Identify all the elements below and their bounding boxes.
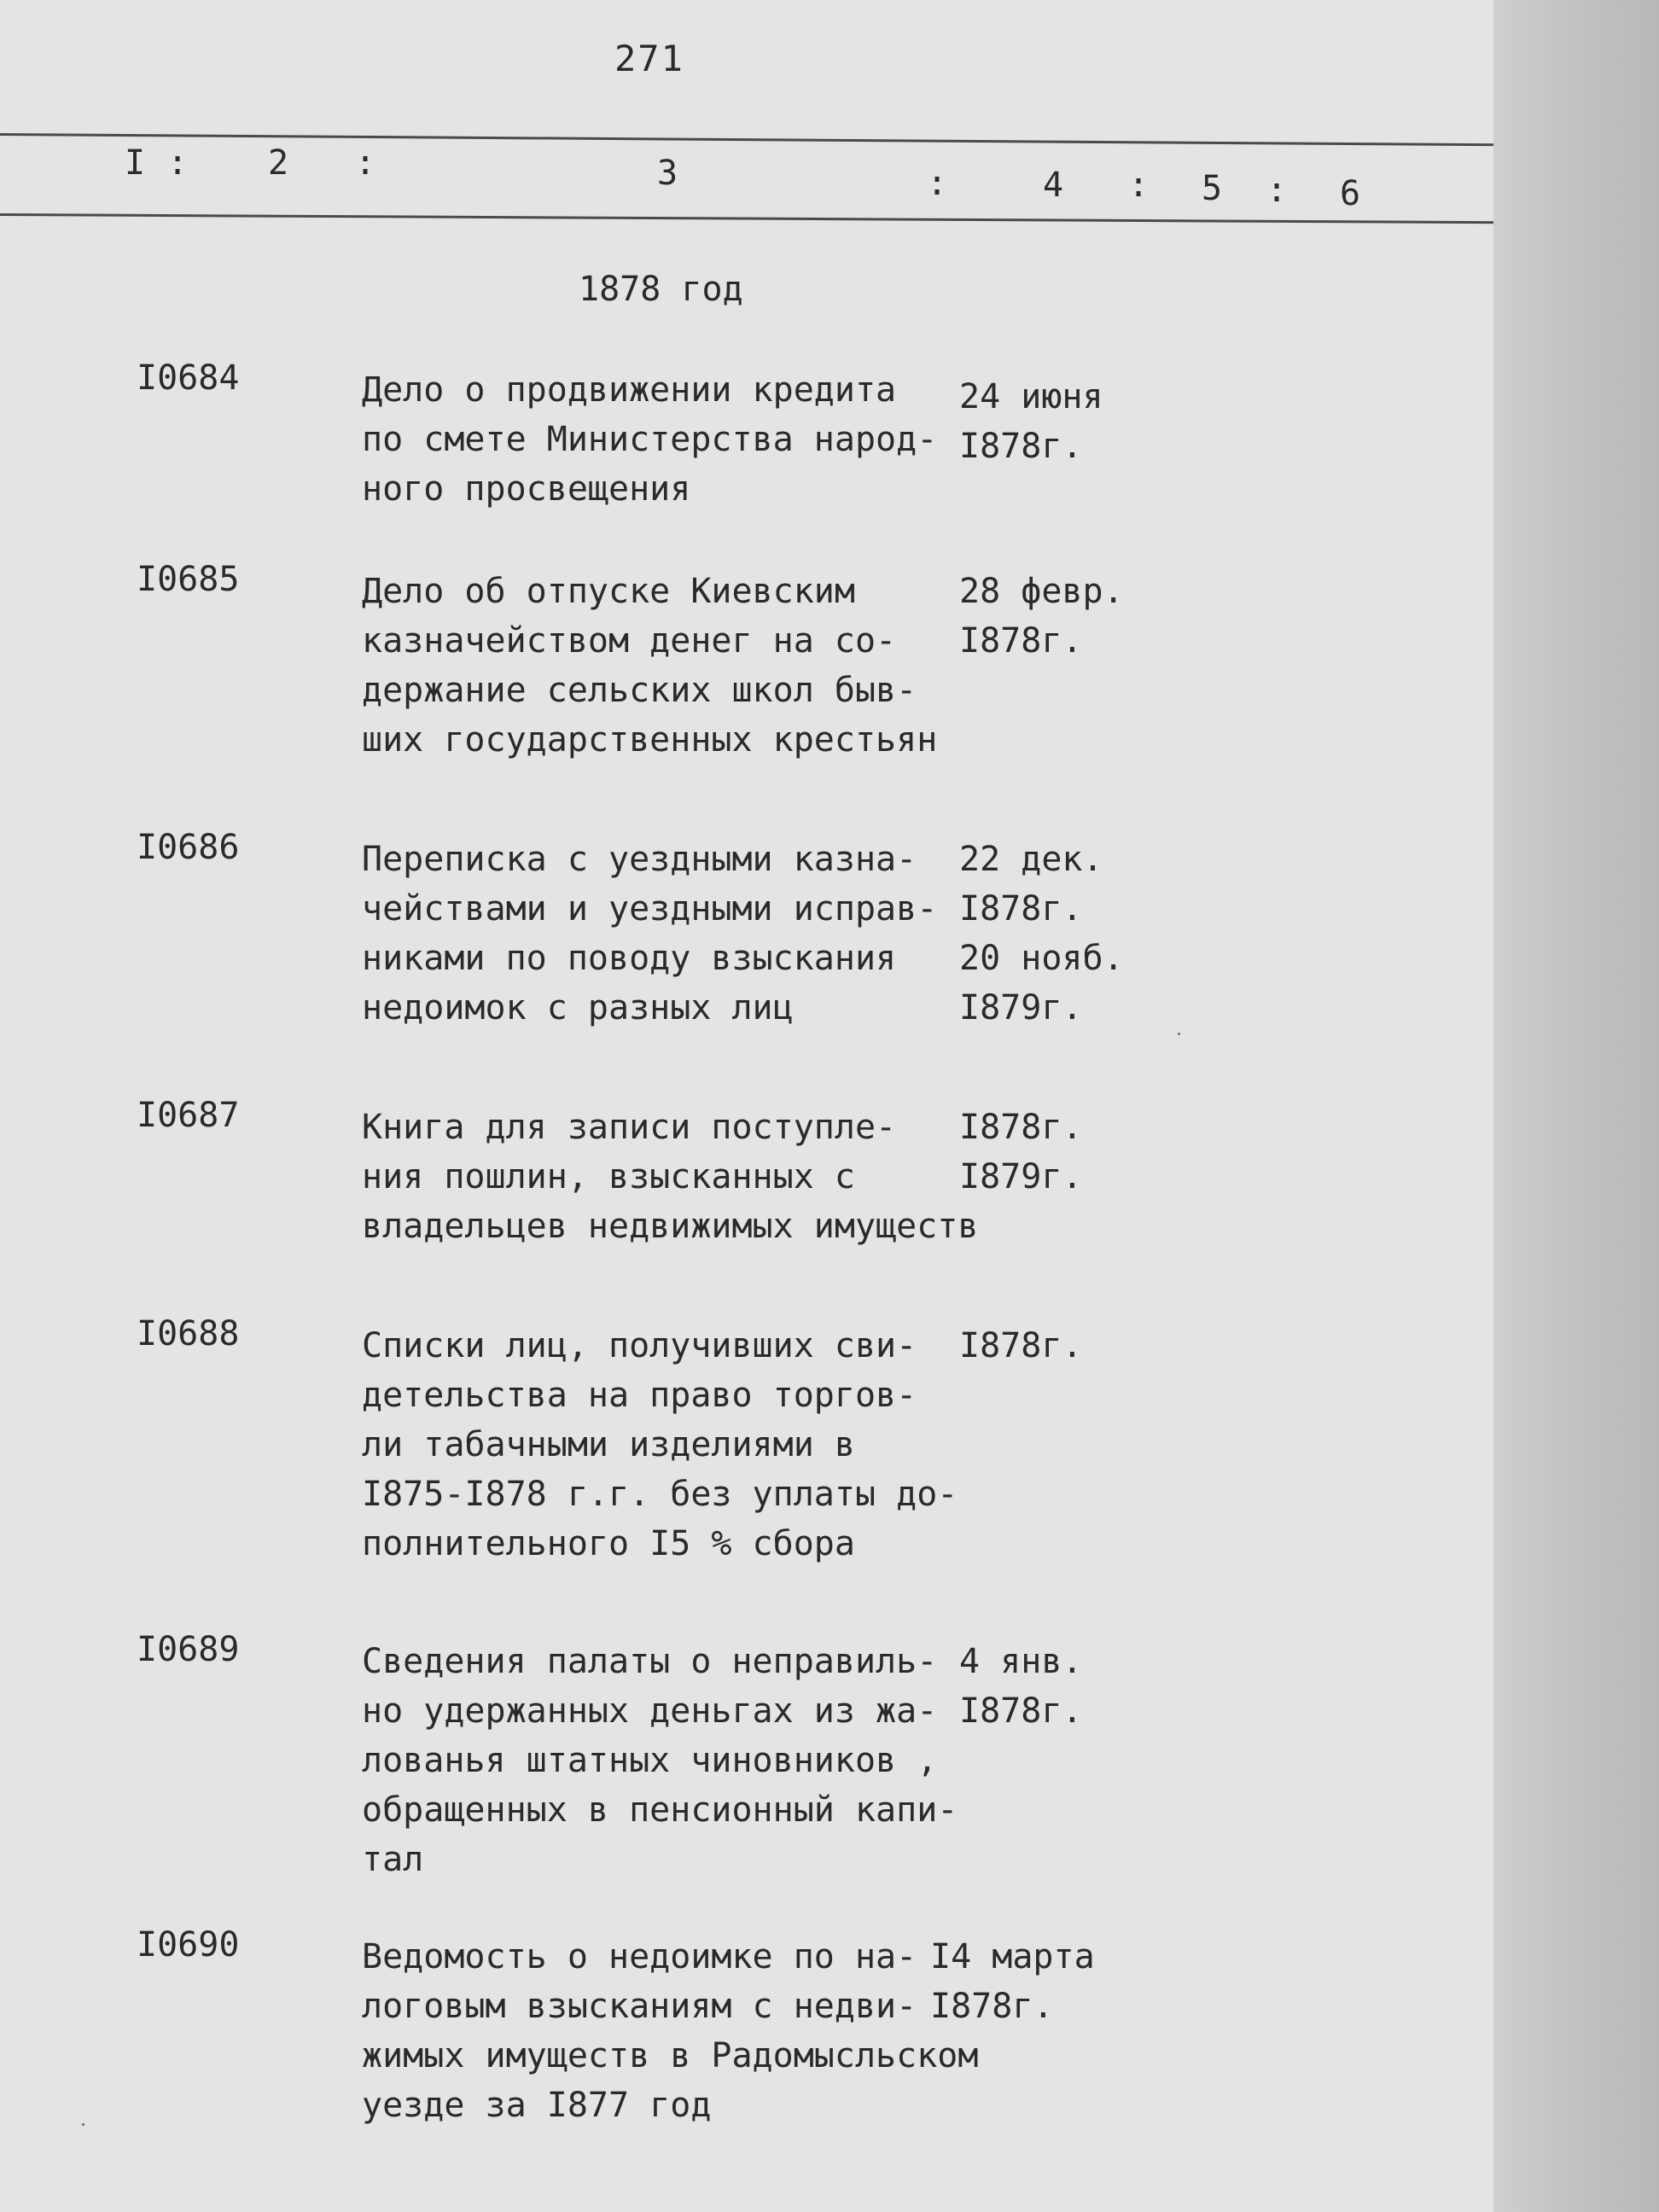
entry-description — [362, 1637, 959, 1884]
date-line: 4 янв. — [959, 1642, 1083, 1681]
description-line: жимых имуществ в Радомысльском — [362, 2036, 979, 2075]
description-line: недоимок с разных лиц — [362, 988, 794, 1027]
entry-description — [362, 1103, 979, 1251]
date-line: I878г. — [959, 427, 1083, 466]
date-line: 22 дек. — [959, 840, 1103, 879]
date-line: I878г. — [959, 889, 1083, 928]
date-line: I878г. — [959, 621, 1083, 661]
description-line: чействами и уездными исправ- — [362, 889, 938, 928]
entry-dates — [959, 1321, 1083, 1371]
column-header-5: 5 — [1202, 169, 1223, 208]
entry-number: I0684 — [137, 358, 240, 398]
description-line: тал — [362, 1840, 424, 1879]
entry-dates — [959, 567, 1124, 666]
paper-speck — [1178, 1033, 1180, 1035]
column-separator: : — [1128, 166, 1150, 205]
description-line: ли табачными изделиями в — [362, 1425, 855, 1464]
date-line: I879г. — [959, 1157, 1083, 1196]
year-heading: 1878 год — [579, 270, 743, 309]
column-header-3: 3 — [657, 154, 678, 193]
column-separator: : — [1266, 171, 1288, 210]
adjacent-page-edge — [1493, 0, 1659, 2212]
description-line: уезде за I877 год — [362, 2086, 712, 2125]
date-line: I879г. — [959, 988, 1083, 1027]
entry-dates — [959, 1637, 1083, 1736]
date-line: 24 июня — [959, 377, 1103, 416]
column-header-1: I — [125, 143, 146, 183]
entry-dates — [959, 835, 1124, 1033]
entry-number: I0686 — [137, 828, 240, 867]
description-line: Переписка с уездными казна- — [362, 840, 917, 879]
entry-dates — [959, 372, 1103, 471]
column-separator: : — [927, 164, 948, 203]
entry-description — [362, 365, 959, 514]
description-line: Списки лиц, получивших сви- — [362, 1326, 917, 1365]
entry-description — [362, 567, 959, 765]
column-header-4: 4 — [1043, 166, 1064, 205]
entry-description — [362, 1932, 979, 2130]
description-line: I875-I878 г.г. без уплаты до- — [362, 1475, 958, 1514]
date-line: I4 марта — [930, 1937, 1095, 1976]
description-line: Ведомость о недоимке по на- — [362, 1937, 917, 1976]
date-line: I878г. — [959, 1326, 1083, 1365]
description-line: по смете Министерства народ- — [362, 420, 938, 459]
header-rule-bottom — [0, 213, 1502, 224]
description-line: логовым взысканиям с недви- — [362, 1987, 917, 2026]
description-line: ния пошлин, взысканных с — [362, 1157, 855, 1196]
description-line: держание сельских школ быв- — [362, 671, 917, 710]
description-line: ного просвещения — [362, 469, 691, 509]
column-header-6: 6 — [1340, 174, 1361, 213]
description-line: полнительного I5 % сбора — [362, 1524, 855, 1563]
description-line: обращенных в пенсионный капи- — [362, 1790, 958, 1830]
entry-number: I0688 — [137, 1314, 240, 1353]
date-line: I878г. — [930, 1987, 1054, 2026]
entry-dates — [959, 1103, 1083, 1202]
column-header-row — [0, 143, 1493, 213]
date-line: 20 нояб. — [959, 939, 1124, 978]
page-number: 271 — [614, 38, 684, 79]
description-line: Сведения палаты о неправиль- — [362, 1642, 938, 1681]
description-line: детельства на право торгов- — [362, 1376, 917, 1415]
entry-number: I0685 — [137, 560, 240, 599]
date-line: I878г. — [959, 1691, 1083, 1731]
description-line: Дело о продвижении кредита — [362, 370, 897, 410]
entry-number: I0690 — [137, 1925, 240, 1965]
entry-description — [362, 1321, 959, 1569]
date-line: 28 февр. — [959, 572, 1124, 611]
paper-speck — [82, 2123, 84, 2126]
entry-number: I0689 — [137, 1630, 240, 1669]
entry-dates — [930, 1932, 1095, 2031]
description-line: владельцев недвижимых имуществ — [362, 1207, 979, 1246]
description-line: ших государственных крестьян — [362, 720, 938, 760]
column-header-2: 2 — [268, 143, 289, 183]
description-line: казначейством денег на со- — [362, 621, 897, 661]
date-line: I878г. — [959, 1108, 1083, 1147]
description-line: но удержанных деньгах из жа- — [362, 1691, 938, 1731]
column-separator: : — [355, 143, 376, 183]
entry-number: I0687 — [137, 1096, 240, 1135]
description-line: лованья штатных чиновников , — [362, 1741, 938, 1780]
description-line: никами по поводу взыскания — [362, 939, 897, 978]
description-line: Книга для записи поступле- — [362, 1108, 897, 1147]
description-line: Дело об отпуске Киевским — [362, 572, 855, 611]
column-separator: : — [167, 143, 189, 183]
entry-description — [362, 835, 959, 1033]
